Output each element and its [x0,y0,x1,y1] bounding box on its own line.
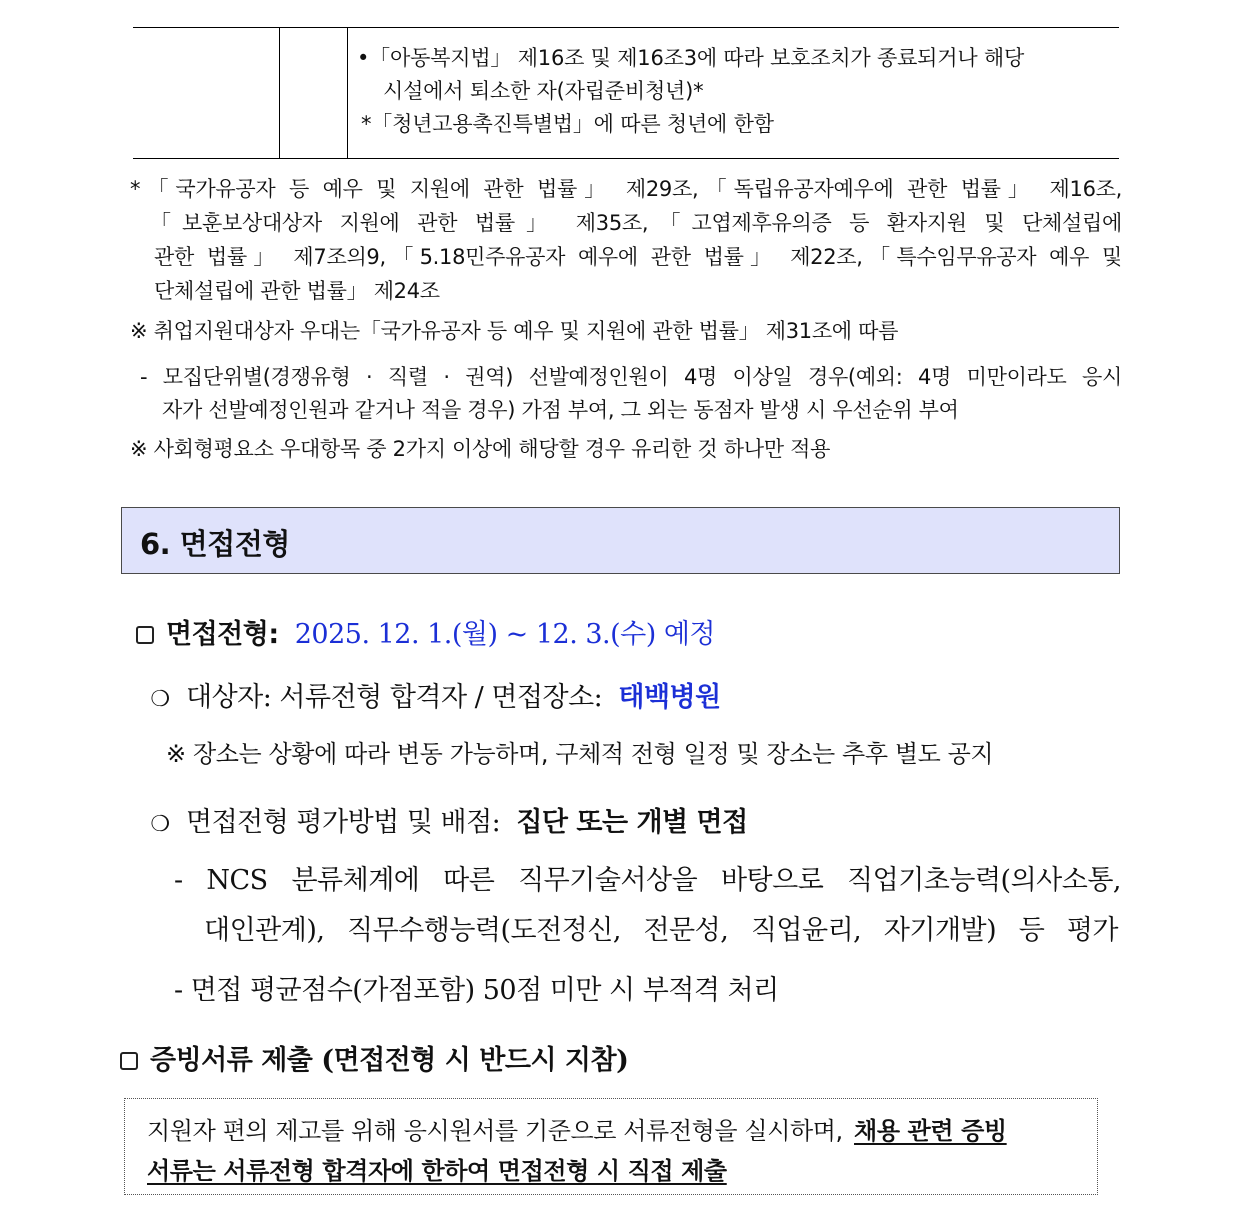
notice-bold: 채용 관련 증빙 [854,1117,1007,1145]
law-note-line: 단체설립에 관한 법률」 제24조 [154,279,440,303]
section-title: 6. 면접전형 [140,527,290,561]
circle-bullet-icon: ❍ [150,687,170,712]
preference-note: ※ 취업지원대상자 우대는「국가유공자 등 예우 및 지원에 관한 법률」 제31조에 따름 [130,319,899,343]
target-label: 대상자: 서류전형 합격자 / 면접장소: [186,682,603,713]
law-note-line: *「국가유공자 등 예우 및 지원에 관한 법률」 제29조,「독립유공자예우에 관한 법률」 제16조, [130,177,1122,201]
unit-note-line: - 모집단위별(경쟁유형 · 직렬 · 권역) 선발예정인원이 4명 이상일 경우(예외: 4명 미만이라도 응시 [140,365,1122,389]
documents-heading [120,1038,628,1077]
table-divider [347,28,348,158]
table-cell-line: 시설에서 퇴소한 자(자립준비청년)* [383,79,704,103]
interview-method [148,800,748,839]
interview-schedule [136,612,715,651]
notice-line-1 [147,1111,1007,1146]
notice-box [124,1098,1098,1195]
ncs-line: 대인관계), 직무수행능력(도전정신, 전문성, 직업윤리, 자기개발) 등 평가 [204,915,1118,946]
fail-line: - 면접 평균점수(가점포함) 50점 미만 시 부적격 처리 [174,975,779,1006]
interview-place: 태백병원 [618,682,721,713]
notice-line-2: 서류는 서류전형 합격자에 한하여 면접전형 시 직접 제출 [147,1157,727,1185]
law-note-line: 관한 법률」 제7조의9,「5.18민주유공자 예우에 관한 법률」 제22조,「특수임무유공자 예우 및 [154,245,1122,269]
method-value: 집단 또는 개별 면접 [516,807,748,838]
table-divider [279,28,280,158]
unit-note-line: 자가 선발예정인원과 같거나 적을 경우) 가점 부여, 그 외는 동점자 발생 시 우선순위 부여 [162,398,959,422]
checkbox-icon [120,1052,138,1070]
checkbox-icon [136,626,154,644]
ncs-line: - NCS 분류체계에 따른 직무기술서상을 바탕으로 직업기초능력(의사소통, [174,865,1121,896]
place-note: ※ 장소는 상황에 따라 변동 가능하며, 구체적 전형 일정 및 장소는 추후 별도 공지 [166,740,994,768]
interview-target [148,675,721,714]
documents-title: 증빙서류 제출 (면접전형 시 반드시 지참) [150,1045,629,1076]
law-note-line: 「보훈보상대상자 지원에 관한 법률」 제35조,「고엽제후유의증 등 환자지원 및 단체설립에 [150,211,1122,235]
interview-label: 면접전형: [166,619,279,650]
method-label: 면접전형 평가방법 및 배점: [186,807,501,838]
circle-bullet-icon: ❍ [150,812,170,837]
eligibility-table [133,27,1119,159]
section-header [121,507,1120,574]
table-cell-line: *「청년고용촉진특별법」에 따른 청년에 한함 [361,112,774,136]
notice-plain: 지원자 편의 제고를 위해 응시원서를 기준으로 서류전형을 실시하며, [147,1117,843,1145]
social-note: ※ 사회형평요소 우대항목 중 2가지 이상에 해당할 경우 유리한 것 하나만 적용 [130,437,831,461]
table-cell-line: •「아동복지법」 제16조 및 제16조3에 따라 보호조치가 종료되거나 해당 [357,46,1025,70]
interview-date: 2025. 12. 1.(월) ~ 12. 3.(수) 예정 [294,619,716,650]
